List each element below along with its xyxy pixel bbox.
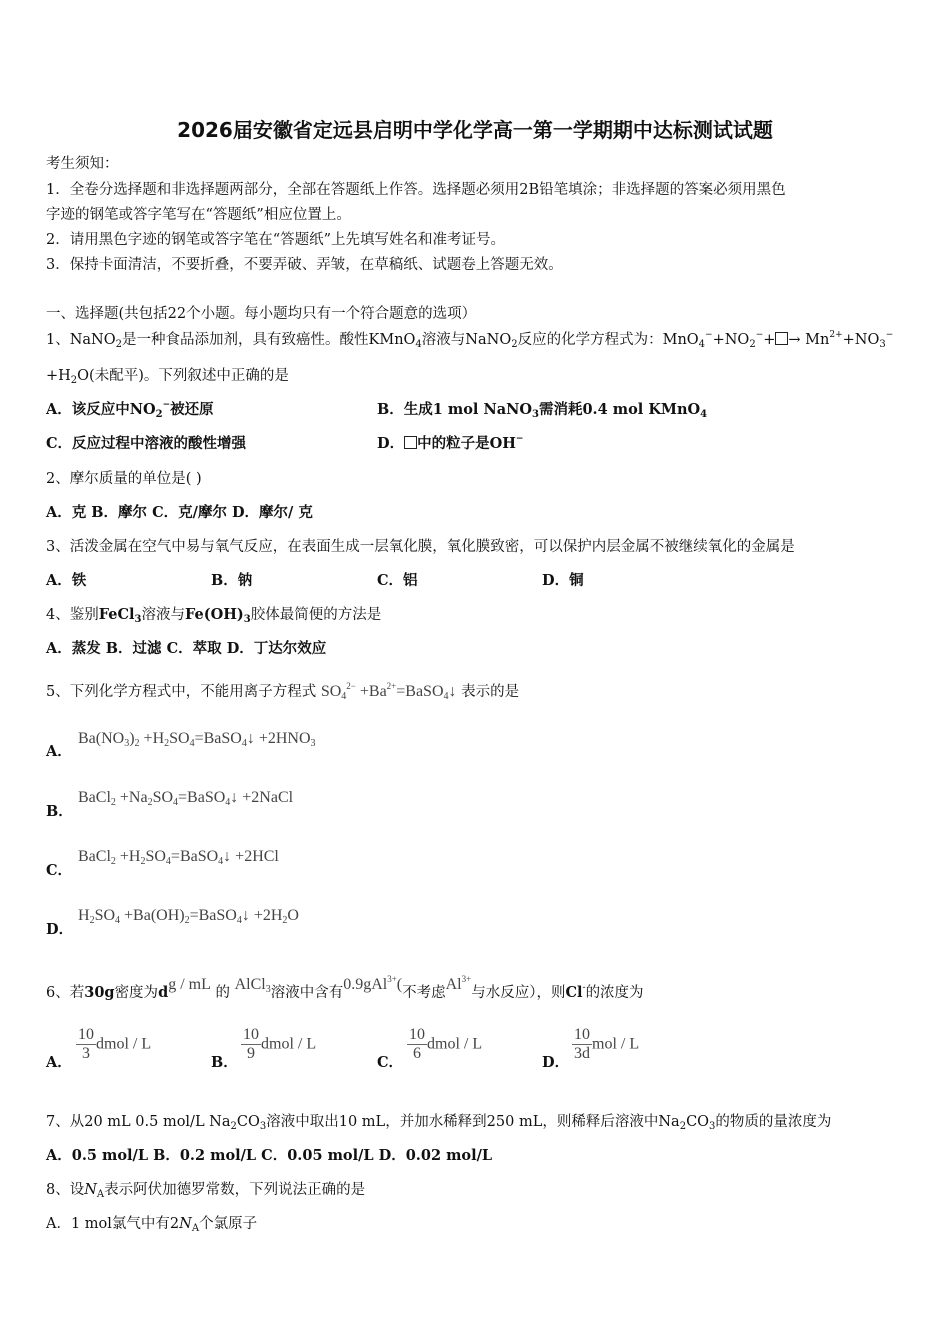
q6-option-b-label[interactable]: B． — [211, 1054, 238, 1071]
page-title: 2026届安徽省定远县启明中学化学高一第一学期期中达标测试试题 — [177, 118, 773, 142]
q6-option-a-value: $\frac{10}{3}$ dmol / L — [78, 1026, 152, 1062]
question-1-stem-cont: $+H_2O$(未配平)。下列叙述中正确的是 — [46, 368, 289, 386]
q3-option-d[interactable]: D．铜 — [542, 572, 584, 589]
question-2-stem: 2、摩尔质量的单位是( ) — [46, 471, 202, 487]
question-5-stem: 5、下列化学方程式中，不能用离子方程式 $SO_4^{2-}$ $+Ba^{2+}=BaSO_4↓$ 表示的是 — [46, 681, 520, 702]
q3-option-b[interactable]: B．钠 — [211, 572, 253, 589]
q2-options[interactable]: A．克 B．摩尔 C．克/摩尔 D．摩尔/ 克 — [46, 504, 313, 521]
question-1-stem: 1、NaNO$_2$是一种食品添加剂，具有致癌性。酸性KMnO$_4$溶液与NaNO$_2$反应的化学方程式为：$MnO_4^-+NO_2^-+ \to Mn^{2+}+NO_3^-$ — [46, 330, 894, 350]
question-8-stem: 8、设$N_A$表示阿伏加德罗常数，下列说法正确的是 — [46, 1182, 366, 1200]
notice-item: 1．全卷分选择题和非选择题两部分，全部在答题纸上作答。选择题必须用2B铅笔填涂；非选择题的答案必须用黑色 — [46, 182, 786, 198]
q8-option-a[interactable]: A．1 mol氯气中有$2N_A$个氯原子 — [46, 1216, 258, 1234]
question-4-stem: 4、鉴别FeCl$_3$溶液与$Fe(OH)_3$胶体最简便的方法是 — [46, 606, 382, 625]
q3-option-a[interactable]: A．铁 — [46, 572, 87, 589]
ionic-equation: $SO_4^{2-}$ $+Ba^{2+}=BaSO_4↓$ — [320, 681, 457, 702]
q1-option-d[interactable]: D． 中的粒子是OH− — [377, 434, 524, 452]
q1-option-b[interactable]: B．生成1 mol NaNO$_3$需消耗0.4 mol KMnO$_4$ — [377, 401, 708, 420]
q6-option-a-label[interactable]: A． — [46, 1054, 72, 1071]
q5-option-d-label[interactable]: D． — [46, 921, 74, 938]
blank-box-icon — [404, 436, 417, 449]
notice-item: 3．保持卡面清洁，不要折叠，不要弄破、弄皱，在草稿纸、试题卷上答题无效。 — [46, 257, 563, 273]
notice-item: 字迹的钢笔或答字笔写在“答题纸”相应位置上。 — [46, 207, 351, 223]
notice-item: 2．请用黑色字迹的钢笔或答字笔在“答题纸”上先填写姓名和准考证号。 — [46, 232, 506, 248]
q1-option-a[interactable]: A．该反应中$NO_2^-$被还原 — [46, 400, 214, 420]
q6-option-d-value: $\frac{10}{3d}$ mol / L — [574, 1026, 640, 1062]
q3-option-c[interactable]: C．铝 — [377, 572, 418, 589]
question-7-stem: 7、从20 mL 0.5 mol/L $Na_2CO_3$溶液中取出10 mL，并加水稀释到250 mL，则稀释后溶液中$Na_2CO_3$的物质的量浓度为 — [46, 1114, 832, 1132]
q5-option-a-label[interactable]: A． — [46, 743, 72, 760]
q6-option-d-label[interactable]: D． — [542, 1054, 570, 1071]
q6-option-c-label[interactable]: C． — [377, 1054, 404, 1071]
q6-option-c-value: $\frac{10}{6}$ dmol / L — [409, 1026, 483, 1062]
q5-option-d-equation: $H_2SO_4$ $+Ba(OH)_2=BaSO_4↓ +2H_2O$ — [78, 907, 299, 926]
section-heading: 一、选择题(共包括22个小题。每小题均只有一个符合题意的选项） — [46, 306, 477, 322]
q6-option-b-value: $\frac{10}{9}$ dmol / L — [243, 1026, 317, 1062]
q5-option-c-label[interactable]: C． — [46, 862, 73, 879]
blank-box-icon — [775, 332, 788, 345]
q5-option-c-equation: BaCl$_2$ $+H_2SO_4=BaSO_4↓ +2HCl$ — [78, 848, 279, 867]
q7-options[interactable]: A．0.5 mol/L B．0.2 mol/L C．0.05 mol/L D．0.02 mol/L — [46, 1147, 493, 1164]
q1-option-c[interactable]: C．反应过程中溶液的酸性增强 — [46, 435, 247, 452]
q5-option-b-label[interactable]: B． — [46, 803, 73, 820]
notice-heading: 考生须知： — [46, 156, 119, 172]
q5-option-a-equation: $Ba(NO_3)_2$ $+H_2SO_4=BaSO_4↓ +2HNO_3$ — [78, 730, 316, 749]
question-3-stem: 3、活泼金属在空气中易与氧气反应，在表面生成一层氧化膜，氧化膜致密，可以保护内层金属不被继续氧化的金属是 — [46, 539, 795, 555]
question-6-stem: 6、若30g密度为dg / mL 的 AlCl$_3$溶液中含有0.9gAl$^{3+}$(不考虑$Al^{3+}$与水反应），则Cl-的浓度为 — [46, 974, 644, 1001]
q4-options[interactable]: A．蒸发 B．过滤 C．萃取 D．丁达尔效应 — [46, 640, 327, 657]
q5-option-b-equation: BaCl$_2$ $+Na_2SO_4=BaSO_4↓$ +2NaCl — [78, 789, 294, 808]
